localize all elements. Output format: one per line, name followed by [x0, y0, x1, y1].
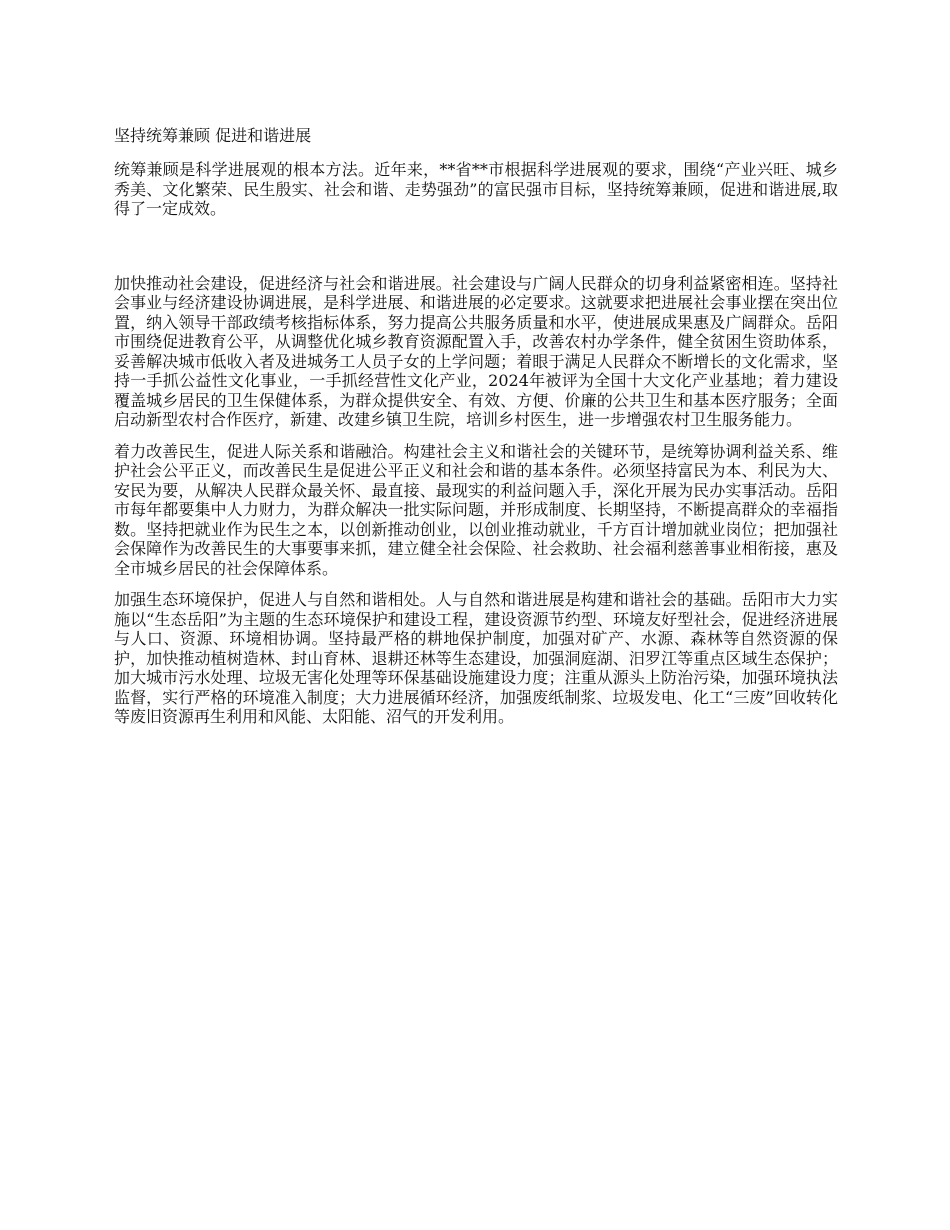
- document-body: [114, 126, 838, 739]
- paragraph-livelihood: 着力改善民生，促进人际关系和谐融洽。构建社会主义和谐社会的关键环节，是统筹协调利益关系、维护社会公平正义，而改善民生是促进公平正义和社会和谐的基本条件。必须坚持富民为本、利民为大、安民为要，从解决人民群众最关怀、最直接、最现实的利益问题入手，深化开展为民办实事活动。岳阳市每年都要集中人力财力，为群众解决一批实际问题，并形成制度、长期坚持，不断提高群众的幸福指数。坚持把就业作为民生之本，以创新推动创业，以创业推动就业，千方百计增加就业岗位；把加强社会保障作为改善民生的大事要事来抓，建立健全社会保险、社会救助、社会福利慈善事业相衔接，惠及全市城乡居民的社会保障体系。: [114, 441, 838, 578]
- section-gap: [114, 231, 838, 274]
- document-title: 坚持统筹兼顾 促进和谐进展: [114, 126, 312, 145]
- paragraph-ecology: 加强生态环境保护，促进人与自然和谐相处。人与自然和谐进展是构建和谐社会的基础。岳阳市大力实施以“生态岳阳”为主题的生态环境保护和建设工程，建设资源节约型、环境友好型社会，促进经济进展与人口、资源、环境相协调。坚持最严格的耕地保护制度，加强对矿产、水源、森林等自然资源的保护，加快推动植树造林、封山育林、退耕还林等生态建设，加强洞庭湖、汨罗江等重点区域生态保护；加大城市污水处理、垃圾无害化处理等环保基础设施建设力度；注重从源头上防治污染，加强环境执法监督，实行严格的环境准入制度；大力进展循环经济，加强废纸制浆、垃圾发电、化工“三废”回收转化等废旧资源再生利用和风能、太阳能、沼气的开发利用。: [114, 590, 838, 726]
- paragraph-social-construction: 加快推动社会建设，促进经济与社会和谐进展。社会建设与广阔人民群众的切身利益紧密相连。坚持社会事业与经济建设协调进展，是科学进展、和谐进展的必定要求。这就要求把进展社会事业摆在突出位置，纳入领导干部政绩考核指标体系，努力提高公共服务质量和水平，使进展成果惠及广阔群众。岳阳市围绕促进教育公平，从调整优化城乡教育资源配置入手，改善农村办学条件，健全贫困生资助体系，妥善解决城市低收入者及进城务工人员子女的上学问题；着眼于满足人民群众不断增长的文化需求，坚持一手抓公益性文化事业，一手抓经营性文化产业，2024年被评为全国十大文化产业基地；着力建设覆盖城乡居民的卫生保健体系，为群众提供安全、有效、方便、价廉的公共卫生和基本医疗服务；全面启动新型农村合作医疗，新建、改建乡镇卫生院，培训乡村医生，进一步增强农村卫生服务能力。: [114, 273, 838, 429]
- intro-paragraph: 统筹兼顾是科学进展观的根本方法。近年来，**省**市根据科学进展观的要求，围绕“产业兴旺、城乡秀美、文化繁荣、民生殷实、社会和谐、走势强劲”的富民强市目标，坚持统筹兼顾，促进和谐进展,取得了一定成效。: [114, 160, 838, 218]
